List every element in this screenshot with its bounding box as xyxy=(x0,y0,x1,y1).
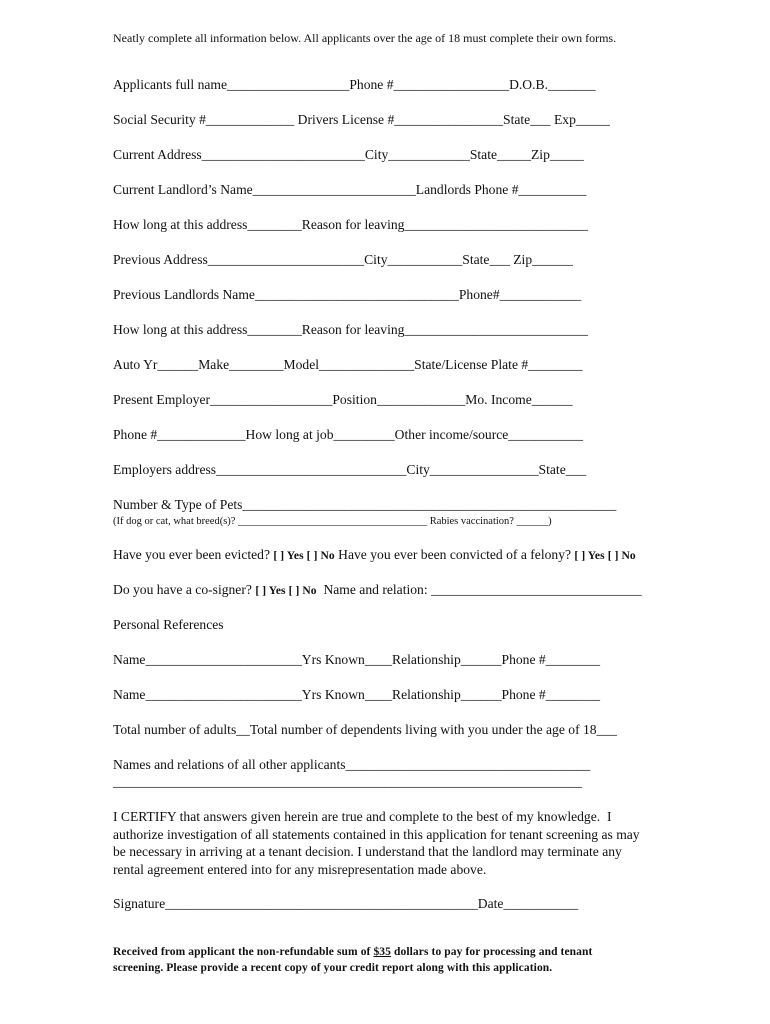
evicted-question: Have you ever been evicted? xyxy=(113,547,274,562)
eviction-felony-line xyxy=(113,547,636,564)
fee-amount: $35 xyxy=(373,946,392,958)
auto-line: Auto Yr______Make________Model______________State/License Plate #________ xyxy=(113,357,583,372)
fee-text-after: dollars to pay for processing and tenant xyxy=(391,946,593,958)
fee-text-before: Received from applicant the non-refundable sum of xyxy=(113,946,374,958)
reference-line-2: Name_______________________Yrs Known____Relationship______Phone #________ xyxy=(113,687,601,702)
previous-landlord-line: Previous Landlords Name______________________________Phone#____________ xyxy=(113,287,582,302)
cosigner-question: Do you have a co-signer? xyxy=(113,582,256,597)
other-applicants-continuation: _____________________________________________________________________ xyxy=(113,774,582,789)
personal-references-heading: Personal References xyxy=(113,617,224,632)
certify-line: be necessary in arriving at a tenant decision. I understand that the landlord may terminate any xyxy=(113,844,622,859)
current-landlord-line: Current Landlord’s Name________________________Landlords Phone #__________ xyxy=(113,182,587,197)
totals-line: Total number of adults__Total number of dependents living with you under the age of 18___ xyxy=(113,722,617,737)
other-applicants-line: Names and relations of all other applicants____________________________________ xyxy=(113,757,591,772)
current-address-line: Current Address________________________City____________State_____Zip_____ xyxy=(113,147,584,162)
felony-question: Have you ever been convicted of a felony? xyxy=(334,547,575,562)
fee-line-1 xyxy=(113,944,592,960)
cosigner-options: [ ] Yes [ ] No xyxy=(255,585,317,597)
certification-paragraph xyxy=(113,808,673,878)
intro-text: Neatly complete all information below. All applicants over the age of 18 must complete their own forms. xyxy=(113,31,617,45)
reference-line-1: Name_______________________Yrs Known____Relationship______Phone #________ xyxy=(113,652,601,667)
employers-address-line: Employers address____________________________City________________State___ xyxy=(113,462,587,477)
cosigner-relation: Name and relation: _______________________________ xyxy=(316,582,642,597)
employer-line: Present Employer__________________Position_____________Mo. Income______ xyxy=(113,392,573,407)
felony-options: [ ] Yes [ ] No xyxy=(574,550,636,562)
certify-line: authorize investigation of all statements contained in this application for tenant screening as may xyxy=(113,826,640,842)
previous-address-line: Previous Address_______________________City___________State___ Zip______ xyxy=(113,252,573,267)
signature-line: Signature______________________________________________Date___________ xyxy=(113,896,579,911)
phone-job-line: Phone #_____________How long at job_________Other income/source___________ xyxy=(113,427,584,442)
evicted-options: [ ] Yes [ ] No xyxy=(273,550,335,562)
pets-line: Number & Type of Pets_______________________________________________________ xyxy=(113,497,617,512)
cosigner-line xyxy=(113,582,642,599)
how-long-line-2: How long at this address________Reason for leaving___________________________ xyxy=(113,322,588,337)
ssn-line: Social Security #_____________ Drivers License #________________State___ Exp_____ xyxy=(113,112,610,127)
applicant-line: Applicants full name__________________Phone #_________________D.O.B._______ xyxy=(113,77,596,92)
certify-line: rental agreement entered into for any misrepresentation made above. xyxy=(113,861,487,877)
fee-line-2: screening. Please provide a recent copy of your credit report along with this application. xyxy=(113,962,553,974)
pets-note: (If dog or cat, what breed(s)? ____________________________________ Rabies vaccination? ______) xyxy=(113,516,552,527)
how-long-line-1: How long at this address________Reason for leaving___________________________ xyxy=(113,217,588,232)
certify-line: I CERTIFY that answers given herein are true and complete to the best of my knowledge. I xyxy=(113,809,612,824)
